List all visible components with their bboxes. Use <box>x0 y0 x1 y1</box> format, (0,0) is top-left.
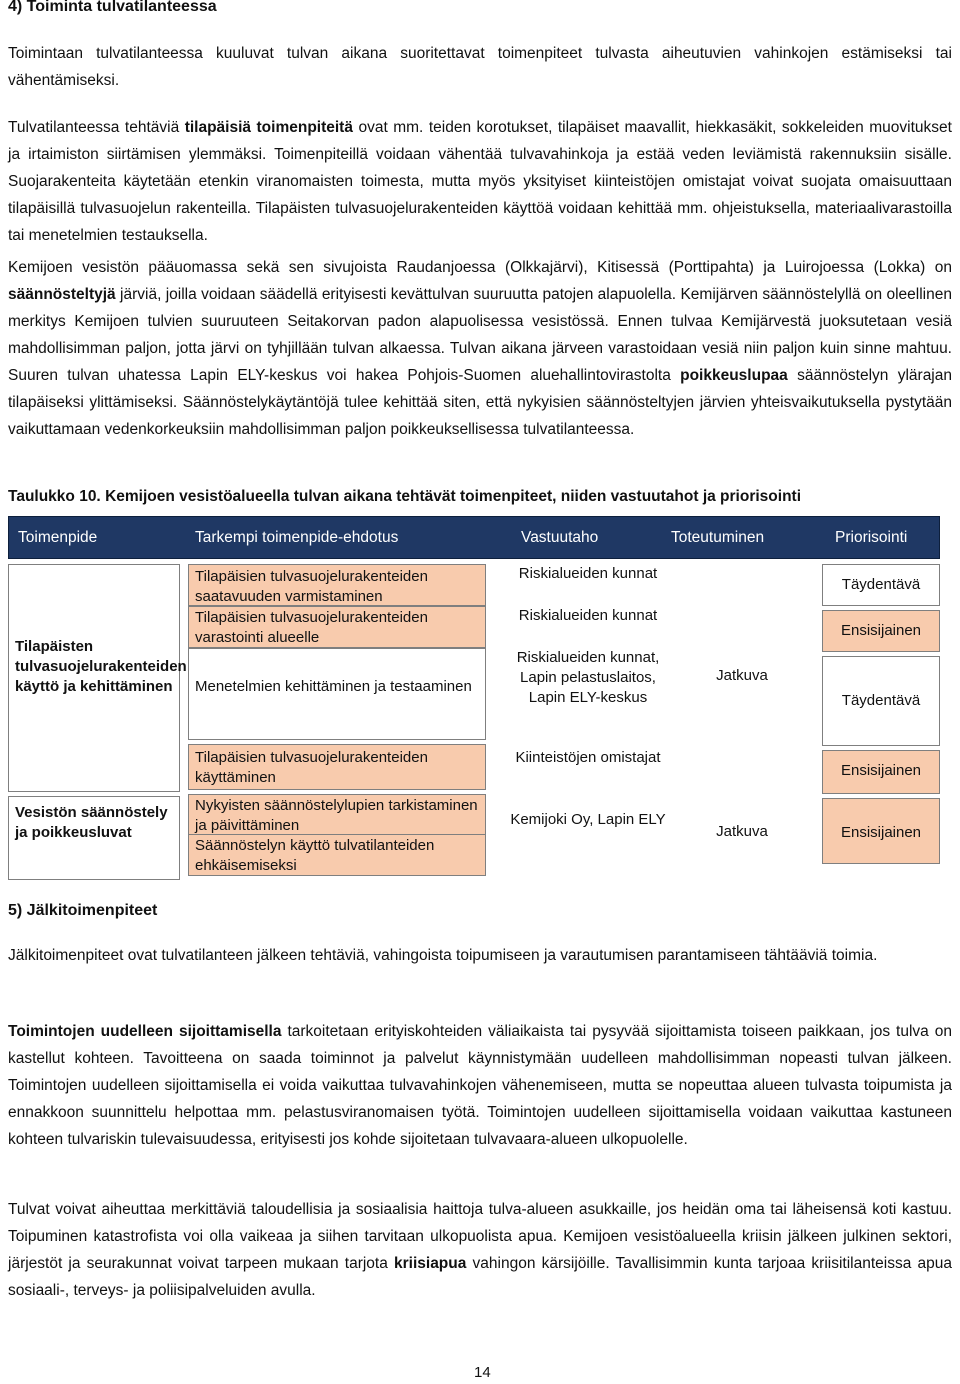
paragraph-crisis-help <box>8 1196 952 1304</box>
paragraph-regulation <box>8 254 952 443</box>
bold-term: kriisiapua <box>394 1255 467 1272</box>
table-cell-priorisointi: Ensisijainen <box>822 798 940 864</box>
table-cell-priorisointi: Täydentävä <box>822 656 940 746</box>
table-cell-priorisointi: Ensisijainen <box>822 610 940 652</box>
bold-term: tilapäisiä toimenpiteitä <box>184 119 353 136</box>
table-header-row <box>8 516 940 559</box>
text-run: järviä, joilla voidaan säädellä erityisesti kevättulvan suuruutta patojen alapuolella. Kemijärven säännöstelyllä on oleellinen merkitys Kemijoen tulvien suuruuteen Seitakorvan padon alapuolisessa vesistössä. Ennen tulvaa Kemijärvestä juoksutetaan vesiä mahdollisimman paljon, jotta järvi on tyhjillään tulvan alkaessa. Tulvan aikana järveen varastoidaan vesiä niin paljon kuin sinne mahtuu. Suuren tulvan uhatessa Lapin ELY-keskus voi hakea Pohjois-Suomen aluehallintovirastolta <box>8 286 952 384</box>
text-run: ovat mm. teiden korotukset, tilapäiset maavallit, hiekkasäkit, sokkeleiden muovitukset ja irtaimiston siirtämisen ylemmäksi. Toimenpiteillä voidaan vähentää tulvavahinkoja ja estää veden leviämistä rakennuksiin sisälle. Suojarakenteita käytetään etenkin viranomaisten toimesta, mutta myös yksityiset kiinteistöjen omistajat voivat suojata omaisuuttaan tilapäisillä tulvasuojelun rakenteilla. Tilapäisten tulvasuojelurakenteiden käyttöä voidaan kehittää mm. ohjeistuksella, materiaalivarastoilla tai menetelmien testauksella. <box>8 119 952 244</box>
table-cell-ehdotus: Tilapäisien tulvasuojelurakenteiden käyttäminen <box>188 744 486 790</box>
table-cell-toteutuminen: Jatkuva <box>716 667 768 684</box>
paragraph-relocation <box>8 1018 952 1153</box>
table-cell-priorisointi: Täydentävä <box>822 564 940 606</box>
text-run: Tulvat voivat aiheuttaa merkittäviä taloudellisia ja sosiaalisia haittoja tulva-alueen asukkaille, jos heidän oma tai läheisensä koti kastuu. Toipuminen katastrofista voi olla vaikeaa ja siihen tarvitaan ulkopuolista apua. Kemijoen vesistöalueella kriisin jälkeen julkinen sektori, järjestöt ja seurakunnat voivat tarpeen mukaan tarjota <box>8 1201 952 1272</box>
text-run: Kemijoen vesistön pääuomassa sekä sen sivujoista Raudanjoessa (Olkkajärvi), Kitisessä (Porttipahta) ja Luirojoessa (Lokka) on <box>8 259 952 276</box>
header-cell: Vastuutaho <box>521 529 599 546</box>
page-number: 14 <box>474 1364 491 1381</box>
header-cell: Toimenpide <box>18 529 98 546</box>
table-cell-ehdotus: Tilapäisien tulvasuojelurakenteiden saatavuuden varmistaminen <box>188 564 486 606</box>
table-cell-priorisointi: Ensisijainen <box>822 750 940 794</box>
paragraph-intro: Toimintaan tulvatilanteessa kuuluvat tulvan aikana suoritettavat toimenpiteet tulvasta aiheutuvien vahinkojen estämiseksi tai vähentämiseksi. <box>8 45 952 89</box>
text-run: säännöstelyn ylärajan tilapäiseksi ylittämiseksi. Säännöstelykäytäntöjä tulee kehittää siten, että nykyisien säännösteltyjen järvien yhteisvaikutuksella pystytään vaikuttamaan vedenkorkeuksiin mahdollisimman paljon poikkeuksellisessa tulvatilanteessa. <box>8 367 952 438</box>
text-run: tarkoitetaan erityiskohteiden väliaikaista tai pysyvää sijoittamista toiseen paikkaan, jos tulva on kastellut kohteen. Tavoitteena on saada toiminnot ja palvelut käynnistymään uudelleen mahdollisimman nopeasti tulvan jälkeen. Toimintojen uudelleen sijoittamisella ei voida vaikuttaa tulvavahinkojen vähenemiseen, mutta se nopeuttaa alueen tulvasta toipumista ja ennakkoon suunnittelu helpottaa mm. pelastusviranomaisen työtä. Toimintojen uudelleen sijoittamisella voidaan vaikuttaa kastuneen kohteen tulvariskin tulevaisuudessa, erityisesti jos kohde sijoitetaan tulvavaara-alueen ulkopuolelle. <box>8 1023 952 1148</box>
bold-term: säännösteltyjä <box>8 286 116 303</box>
table-cell-toimenpide-1: Tilapäisten tulvasuojelurakenteiden käyttö ja kehittäminen <box>8 564 180 792</box>
text-run: vahingon kärsijöille. Tavallisimmin kunta tarjoaa kriisitilanteissa apua sosiaali-, terveys- ja poliisipalveluiden avulla. <box>8 1255 952 1299</box>
table-cell-ehdotus: Tilapäisien tulvasuojelurakenteiden varastointi alueelle <box>188 606 486 648</box>
bold-term: poikkeuslupaa <box>680 367 788 384</box>
header-cell: Priorisointi <box>835 529 908 546</box>
paragraph-temporary-measures <box>8 114 952 249</box>
table-cell-vastuutaho: Kemijoki Oy, Lapin ELY <box>510 811 666 828</box>
section-heading-5: 5) Jälkitoimenpiteet <box>8 902 158 919</box>
table-cell-toteutuminen: Jatkuva <box>716 823 768 840</box>
caption-text: Kemijoen vesistöalueella tulvan aikana tehtävät toimenpiteet, niiden vastuutahot ja priorisointi <box>105 488 802 505</box>
header-cell: Tarkempi toimenpide-ehdotus <box>195 529 399 546</box>
header-cell: Toteutuminen <box>671 529 765 546</box>
table-cell-vastuutaho: Riskialueiden kunnat <box>518 565 658 582</box>
caption-number: Taulukko 10. <box>8 488 106 505</box>
table-cell-toimenpide-2: Vesistön säännöstely ja poikkeusluvat <box>8 796 180 880</box>
table-cell-vastuutaho: Kiinteistöjen omistajat <box>515 749 661 766</box>
text-run: Tulvatilanteessa tehtäviä <box>8 119 185 136</box>
table-caption <box>8 488 801 506</box>
table-cell-vastuutaho: Riskialueiden kunnat <box>518 607 658 624</box>
table-cell-ehdotus: Nykyisten säännöstelylupien tarkistaminen ja päivittäminen <box>188 794 486 836</box>
paragraph-after-measures: Jälkitoimenpiteet ovat tulvatilanteen jälkeen tehtäviä, vahingoista toipumiseen ja varautumisen parantamiseen tähtääviä toimia. <box>8 947 878 964</box>
table-cell-ehdotus: Säännöstelyn käyttö tulvatilanteiden ehkäisemiseksi <box>188 834 486 876</box>
table-cell-vastuutaho: Riskialueiden kunnat, Lapin pelastuslaitos, Lapin ELY-keskus <box>516 649 660 706</box>
table-cell-ehdotus: Menetelmien kehittäminen ja testaaminen <box>188 648 486 740</box>
section-heading-4: 4) Toiminta tulvatilanteessa <box>8 0 217 15</box>
bold-term: Toimintojen uudelleen sijoittamisella <box>8 1023 282 1040</box>
